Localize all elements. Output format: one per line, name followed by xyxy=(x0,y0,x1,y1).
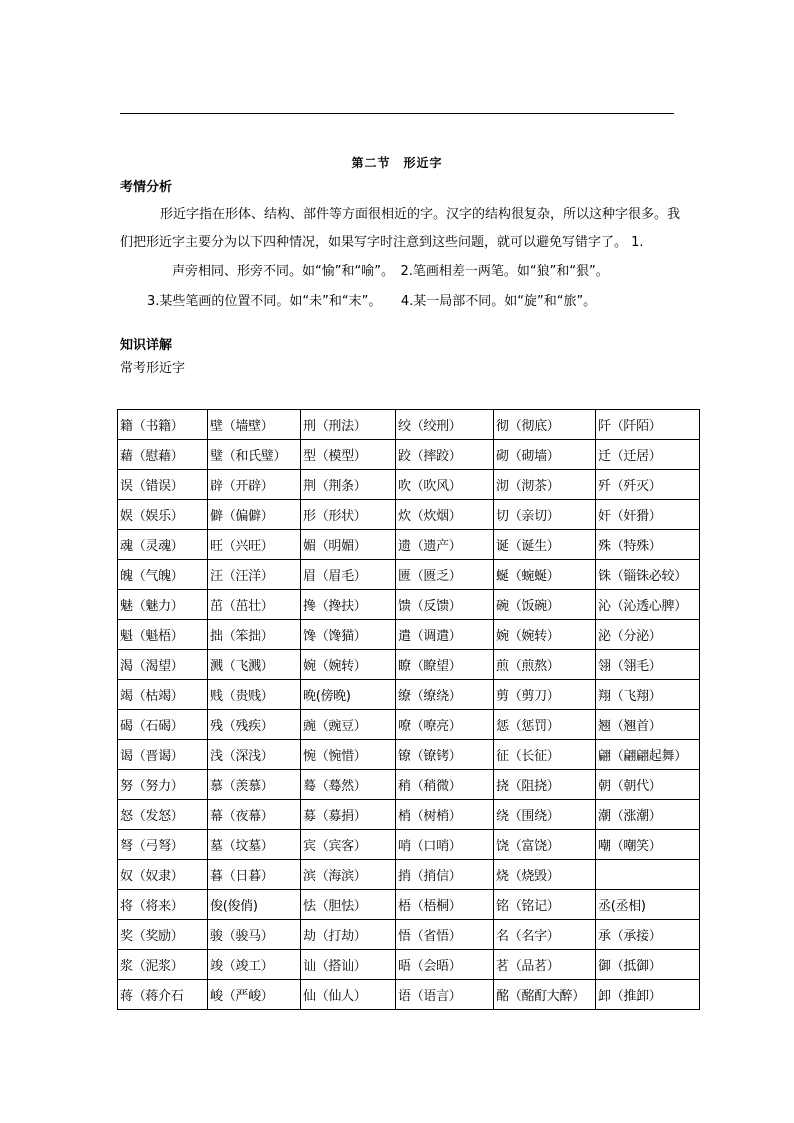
table-cell: 绕（围绕） xyxy=(494,800,596,830)
table-cell: 嘹（嘹亮） xyxy=(396,710,494,740)
table-cell: 梧（梧桐） xyxy=(396,890,494,920)
table-cell: 怯（胆怯） xyxy=(301,890,396,920)
table-cell: 彻（彻底） xyxy=(494,410,596,440)
table-row xyxy=(118,890,700,920)
table-cell: 梢（树梢） xyxy=(396,800,494,830)
table-cell: 悟（省悟） xyxy=(396,920,494,950)
table-cell: 浅（深浅） xyxy=(208,740,301,770)
table-cell: 媚（明媚） xyxy=(301,530,396,560)
table-cell: 奸（奸猾） xyxy=(596,500,700,530)
table-cell: 残（残疾） xyxy=(208,710,301,740)
table-cell: 捎（捎信） xyxy=(396,860,494,890)
table-cell: 煎（煎熬） xyxy=(494,650,596,680)
table-row xyxy=(118,440,700,470)
table-cell: 渴（渴望） xyxy=(118,650,208,680)
section-heading-analysis: 考情分析 xyxy=(120,180,173,195)
table-cell: 缭（缭绕） xyxy=(396,680,494,710)
page-title: 第二节 形近字 xyxy=(351,156,443,170)
table-cell: 瞭（瞭望） xyxy=(396,650,494,680)
table-cell: 辟（开辟） xyxy=(208,470,301,500)
table-cell: 僻（偏僻） xyxy=(208,500,301,530)
table-cell: 蒋（蒋介石 xyxy=(118,980,208,1010)
table-cell: 馈（反馈） xyxy=(396,590,494,620)
table-cell: 怒（发怒） xyxy=(118,800,208,830)
table-cell: 铭（铭记） xyxy=(494,890,596,920)
table-cell: 暮（日暮） xyxy=(208,860,301,890)
table-row xyxy=(118,560,700,590)
table-row xyxy=(118,470,700,500)
table-cell: 募（募捐） xyxy=(301,800,396,830)
table-cell: 遗（遗产） xyxy=(396,530,494,560)
table-cell: 饶（富饶） xyxy=(494,830,596,860)
section-heading-knowledge: 知识详解 xyxy=(120,338,173,353)
table-cell: 茁（茁壮） xyxy=(208,590,301,620)
table-row xyxy=(118,950,700,980)
table-cell: 宾（宾客） xyxy=(301,830,396,860)
table-cell: 铢（锱铢必较） xyxy=(596,560,700,590)
table-cell: 刑（刑法） xyxy=(301,410,396,440)
table-cell: 翎（翎毛） xyxy=(596,650,700,680)
table-cell: 豌（豌豆） xyxy=(301,710,396,740)
table-cell: 慕（羡慕） xyxy=(208,770,301,800)
intro-line-3: 声旁相同、形旁不同。如“愉”和“喻”。 2.笔画相差一两笔。如“狼”和“狠”。 xyxy=(172,264,609,279)
intro-line-4: 3.某些笔画的位置不同。如“未”和“末”。 4.某一局部不同。如“旋”和“旅”。 xyxy=(147,294,597,309)
table-cell: 歼（歼灭） xyxy=(596,470,700,500)
table-cell: 承（承接） xyxy=(596,920,700,950)
table-cell: 竭（枯竭） xyxy=(118,680,208,710)
table-cell: 墓（坟墓） xyxy=(208,830,301,860)
table-cell: 惋（惋惜） xyxy=(301,740,396,770)
table-cell: 挠（阻挠） xyxy=(494,770,596,800)
table-cell: 旺（兴旺） xyxy=(208,530,301,560)
table-cell: 翩（翩翩起舞） xyxy=(596,740,700,770)
table-cell: 峻（严峻） xyxy=(208,980,301,1010)
table-cell: 诞（诞生） xyxy=(494,530,596,560)
table-cell: 切（亲切） xyxy=(494,500,596,530)
table-cell: 名（名字） xyxy=(494,920,596,950)
table-row xyxy=(118,680,700,710)
table-cell: 将（将来） xyxy=(118,890,208,920)
table-cell: 奖（奖励） xyxy=(118,920,208,950)
table-cell: 搀（搀扶） xyxy=(301,590,396,620)
table-cell: 汪（汪洋） xyxy=(208,560,301,590)
table-cell: 滨（海滨） xyxy=(301,860,396,890)
table-cell: 沏（沏茶） xyxy=(494,470,596,500)
table-cell: 竣（竣工） xyxy=(208,950,301,980)
table-cell: 籍（书籍） xyxy=(118,410,208,440)
table-cell: 蓦（蓦然） xyxy=(301,770,396,800)
table-cell: 遣（调遣） xyxy=(396,620,494,650)
table-cell: 剪（剪刀） xyxy=(494,680,596,710)
table-cell: 幕（夜幕） xyxy=(208,800,301,830)
table-cell: 哨（口哨） xyxy=(396,830,494,860)
table-cell: 语（语言） xyxy=(396,980,494,1010)
table-cell: 匮（匮乏） xyxy=(396,560,494,590)
table-row xyxy=(118,650,700,680)
table-cell: 吹（吹风） xyxy=(396,470,494,500)
intro-line-2: 们把形近字主要分为以下四种情况，如果写字时注意到这些问题，就可以避免写错字了。 1. xyxy=(120,235,644,250)
table-row xyxy=(118,800,700,830)
table-cell: 壁（墙壁） xyxy=(208,410,301,440)
table-row xyxy=(118,590,700,620)
table-cell: 娱（娱乐） xyxy=(118,500,208,530)
table-cell: 骏（骏马） xyxy=(208,920,301,950)
top-rule xyxy=(120,113,674,114)
similar-characters-table xyxy=(117,409,700,1010)
table-cell: 奴（奴隶） xyxy=(118,860,208,890)
table-cell: 婉（婉转） xyxy=(494,620,596,650)
table-cell: 卸（推卸） xyxy=(596,980,700,1010)
table-cell: 蜒（蜿蜒） xyxy=(494,560,596,590)
table-cell: 碗（饭碗） xyxy=(494,590,596,620)
table-cell: 浆（泥浆） xyxy=(118,950,208,980)
table-cell: 绞（绞刑） xyxy=(396,410,494,440)
table-cell: 形（形状） xyxy=(301,500,396,530)
table-cell: 魄（气魄） xyxy=(118,560,208,590)
table-row xyxy=(118,410,700,440)
table-cell xyxy=(596,860,700,890)
table-cell: 婉（婉转） xyxy=(301,650,396,680)
table-cell: 型（模型） xyxy=(301,440,396,470)
table-cell: 镣（镣铐） xyxy=(396,740,494,770)
table-cell: 晤（会晤） xyxy=(396,950,494,980)
table-cell: 砌（砌墙） xyxy=(494,440,596,470)
table-cell: 荆（荆条） xyxy=(301,470,396,500)
table-cell: 征（长征） xyxy=(494,740,596,770)
table-cell: 藉（慰藉） xyxy=(118,440,208,470)
table-cell: 魂（灵魂） xyxy=(118,530,208,560)
table-cell: 嘲（嘲笑） xyxy=(596,830,700,860)
table-body xyxy=(118,410,700,1010)
table-cell: 惩（惩罚） xyxy=(494,710,596,740)
table-cell: 翘（翘首） xyxy=(596,710,700,740)
table-cell: 努（努力） xyxy=(118,770,208,800)
table-cell: 翔（飞翔） xyxy=(596,680,700,710)
table-cell: 阡（阡陌） xyxy=(596,410,700,440)
table-cell: 烧（烧毁） xyxy=(494,860,596,890)
table-row xyxy=(118,710,700,740)
table-cell: 璧（和氏璧） xyxy=(208,440,301,470)
table-cell: 弩（弓弩） xyxy=(118,830,208,860)
table-cell: 酩（酩酊大醉） xyxy=(494,980,596,1010)
table-cell: 溅（飞溅） xyxy=(208,650,301,680)
table-cell: 拙（笨拙） xyxy=(208,620,301,650)
intro-line-1: 形近字指在形体、结构、部件等方面很相近的字。汉字的结构很复杂，所以这种字很多。我 xyxy=(160,207,681,222)
table-cell: 殊（特殊） xyxy=(596,530,700,560)
table-row xyxy=(118,860,700,890)
table-row xyxy=(118,830,700,860)
table-cell: 茗（品茗） xyxy=(494,950,596,980)
table-row xyxy=(118,530,700,560)
table-cell: 迁（迁居） xyxy=(596,440,700,470)
table-row xyxy=(118,920,700,950)
table-cell: 魁（魁梧） xyxy=(118,620,208,650)
table-cell: 贱（贵贱） xyxy=(208,680,301,710)
table-cell: 眉（眉毛） xyxy=(301,560,396,590)
table-cell: 炊（炊烟） xyxy=(396,500,494,530)
table-cell: 俊(俊俏) xyxy=(208,890,301,920)
table-cell: 晚(傍晚) xyxy=(301,680,396,710)
table-cell: 魅（魅力） xyxy=(118,590,208,620)
table-cell: 谒（晋谒） xyxy=(118,740,208,770)
table-row xyxy=(118,770,700,800)
table-cell: 误（错误） xyxy=(118,470,208,500)
table-row xyxy=(118,620,700,650)
table-cell: 讪（搭讪） xyxy=(301,950,396,980)
table-cell: 朝（朝代） xyxy=(596,770,700,800)
table-cell: 跤（摔跤） xyxy=(396,440,494,470)
table-cell: 沁（沁透心脾） xyxy=(596,590,700,620)
table-cell: 劫（打劫） xyxy=(301,920,396,950)
table-row xyxy=(118,740,700,770)
table-row xyxy=(118,980,700,1010)
table-row xyxy=(118,500,700,530)
table-cell: 稍（稍微） xyxy=(396,770,494,800)
table-cell: 馋（馋猫） xyxy=(301,620,396,650)
table-cell: 潮（涨潮） xyxy=(596,800,700,830)
table-cell: 碣（石碣） xyxy=(118,710,208,740)
table-cell: 仙（仙人） xyxy=(301,980,396,1010)
table-cell: 御（抵御） xyxy=(596,950,700,980)
table-caption: 常考形近字 xyxy=(120,361,186,376)
table-cell: 丞(丞相) xyxy=(596,890,700,920)
table-cell: 泌（分泌） xyxy=(596,620,700,650)
